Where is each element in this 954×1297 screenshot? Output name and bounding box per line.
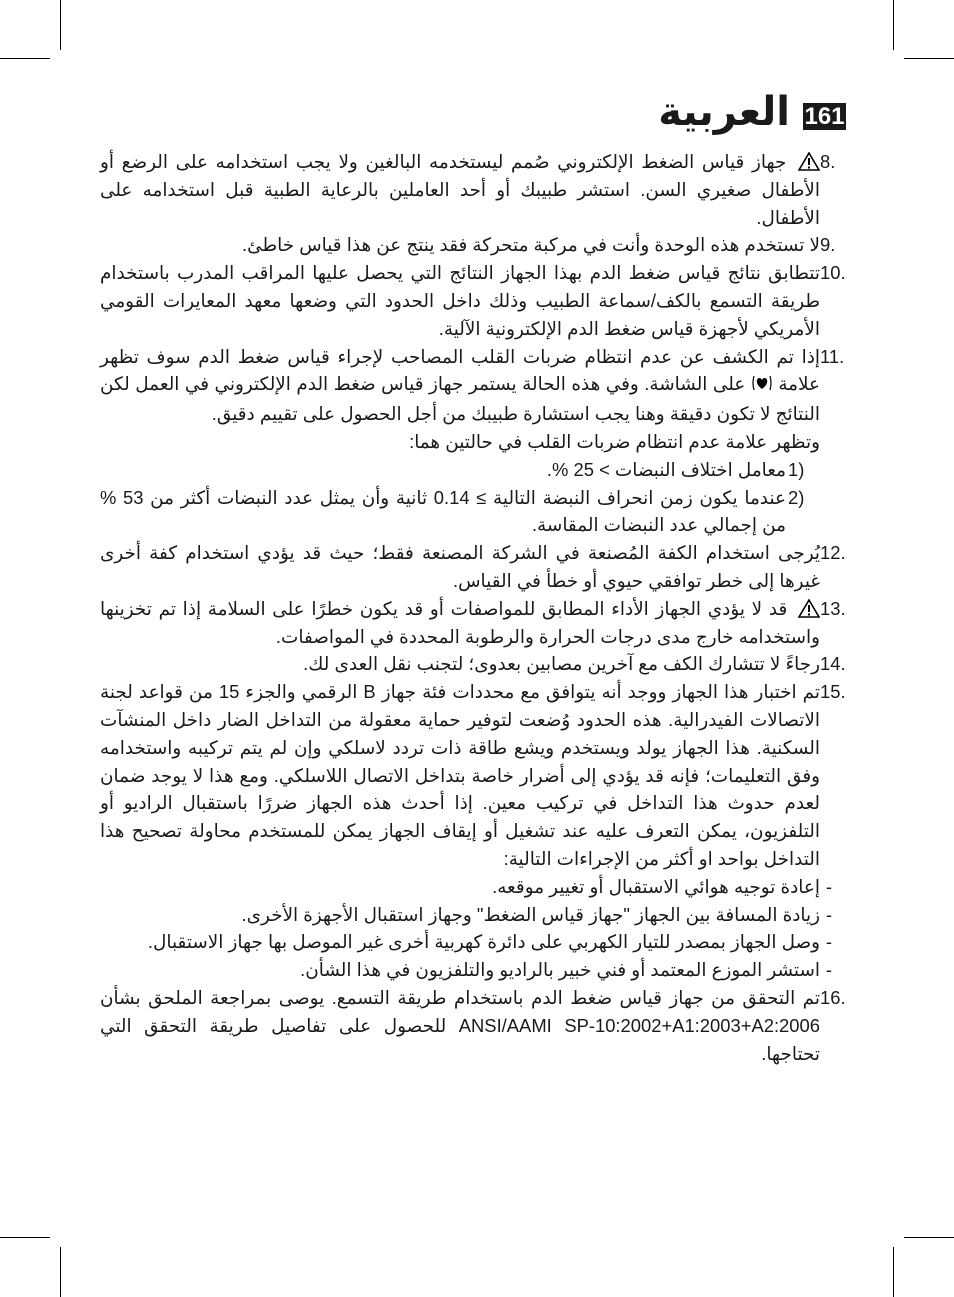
- crop-mark: [904, 58, 954, 59]
- item-number: 14.: [820, 653, 846, 675]
- list-item: [100, 595, 846, 651]
- instructions-list: [100, 148, 846, 1067]
- item-text: وصل الجهاز بمصدر للتيار الكهربي على دائرة كهربية أخرى غير الموصل بها جهاز الاستقبال.: [147, 931, 820, 953]
- item-text: إذا تم الكشف عن عدم انتظام ضربات القلب المصاحب لإجراء قياس ضغط الدم سوف تظهر علامة: [100, 345, 820, 395]
- bullet-item: [100, 956, 832, 984]
- item-text: جهاز قياس الضغط الإلكتروني صُمم ليستخدمه البالغين ولا يجب استخدامه على الرضع أو الأطفال صغيري السن. استشر طبيبك أو أحد العاملين بالرعاية الطبية قبل استخدامه على الأطفال.: [100, 151, 820, 228]
- list-item: [100, 678, 846, 873]
- crop-mark: [893, 1247, 894, 1297]
- item-text: وتظهر علامة عدم انتظام ضربات القلب في حالتين هما:: [409, 430, 820, 452]
- standard-reference: ANSI/AAMI SP-10:2002+A1:2003+A2:2006: [458, 1014, 820, 1036]
- bullet-dash: -: [825, 931, 832, 953]
- list-item: [100, 148, 836, 231]
- warning-icon: [798, 599, 820, 618]
- item-number: 13.: [820, 597, 846, 619]
- bullet-dash: -: [825, 875, 832, 897]
- list-item: [100, 984, 846, 1067]
- list-item: [100, 343, 845, 428]
- item-text: قد لا يؤدي الجهاز الأداء المطابق للمواصفات أو قد يكون خطرًا على السلامة إذا تم تخزينها واستخدامه خارج مدى درجات الحرارة والرطوبة المحددة في المواصفات.: [100, 597, 820, 647]
- item-text: معامل اختلاف النبضات > 25 %.: [546, 458, 786, 480]
- heart-icon: [751, 372, 773, 400]
- page-title: العربية: [658, 90, 790, 134]
- item-text: لا تستخدم هذه الوحدة وأنت في مركبة متحركة فقد ينتج عن هذا قياس خاطئ.: [242, 234, 820, 256]
- bullet-dash: -: [825, 959, 832, 981]
- sub-item-number: 2): [788, 486, 805, 508]
- crop-mark: [60, 0, 61, 50]
- item-text: تم التحقق من جهاز قياس ضغط الدم باستخدام طريقة التسمع. يوصى بمراجعة الملحق بشأن: [100, 986, 820, 1008]
- bullet-item: [100, 928, 832, 956]
- item-number: 8.: [820, 151, 836, 172]
- item-text: على الشاشة. وفي هذه الحالة يستمر جهاز قياس ضغط الدم الإلكتروني في العمل لكن النتائج لا تكون دقيقة وهنا يجب استشارة طبيبك من أجل الحصول على تقييم دقيق.: [100, 373, 820, 425]
- list-item: [100, 650, 846, 678]
- item-text: استشر الموزع المعتمد أو فني خبير بالراديو والتلفزيون في هذا الشأن.: [300, 959, 820, 981]
- item-text: يُرجى استخدام الكفة المُصنعة في الشركة المصنعة فقط؛ حيث قد يؤدي استخدام كفة أخرى غيرها إلى خطر توافقي حيوي أو خطأ في القياس.: [100, 542, 820, 591]
- list-item: [100, 231, 836, 259]
- item-text: تم اختبار هذا الجهاز ووجد أنه يتوافق مع محددات فئة جهاز B الرقمي والجزء 15 من قواعد لجنة الاتصالات الفيدرالية. هذه الحدود وُضعت لتوفير حماية معقولة من التداخل الضار داخل المنشآت السكنية. هذا الجهاز يولد ويستخدم ويشع طاقة ذات تردد لاسلكي وإن لم يتم تركيبه واستخدامه وفق التعليمات؛ فإنه قد يؤدي إلى أضرار خاصة بتداخل الاتصال اللاسلكي. ومع هذا لا يوجد ضمان لعدم حدوث هذا التداخل في تركيب معين. إذا أحدث هذه الجهاز ضررًا باستقبال الراديو أو التلفزيون، يمكن التعرف عليه عند تشغيل أو إيقاف الجهاز يمكن للمستخدم محاولة تصحيح هذا التداخل بواحد او أكثر من الإجراءات التالية:: [100, 681, 821, 869]
- item-number: 12.: [820, 542, 846, 564]
- page-number: 161: [804, 103, 845, 130]
- item-number: 9.: [820, 234, 836, 256]
- bullet-item: [100, 901, 832, 929]
- sub-item: [100, 456, 805, 484]
- list-item: [100, 539, 846, 595]
- item-text: للحصول على تفاصيل طريقة التحقق التي تحتاجها.: [100, 1014, 820, 1064]
- item-text: زيادة المسافة بين الجهاز "جهاز قياس الضغط" وجهاز استقبال الأجهزة الأخرى.: [241, 903, 820, 925]
- crop-mark: [0, 1237, 50, 1238]
- crop-mark: [893, 0, 894, 50]
- list-item: [100, 428, 820, 456]
- crop-mark: [904, 1237, 954, 1238]
- item-number: 16.: [820, 986, 846, 1008]
- item-number: 10.: [820, 262, 846, 284]
- item-number: 15.: [820, 681, 846, 703]
- item-text: عندما يكون زمن انحراف النبضة التالية ≥ 0.14 ثانية وأن يمثل عدد النبضات أكثر من 53 % من إجمالي عدد النبضات المقاسة.: [100, 486, 786, 536]
- crop-mark: [0, 58, 50, 59]
- item-number: 11.: [820, 345, 845, 367]
- list-item: [100, 259, 846, 342]
- bullet-item: [100, 873, 832, 901]
- bullet-dash: -: [825, 903, 832, 925]
- sub-item: [100, 484, 805, 540]
- item-text: إعادة توجيه هوائي الاستقبال أو تغيير موقعه.: [492, 875, 820, 897]
- warning-icon: [798, 152, 820, 171]
- item-text: رجاءً لا تتشارك الكف مع آخرين مصابين بعدوى؛ لتجنب نقل العدى لك.: [303, 653, 820, 675]
- item-text: تتطابق نتائج قياس ضغط الدم بهذا الجهاز النتائج التي يحصل عليها المراقب المدرب باستخدام طريقة التسمع بالكف/سماعة الطبيب وذلك داخل الحدود التي وضعها معهد المعايرات القومي الأمريكي لأجهزة قياس ضغط الدم الإلكترونية الآلية.: [100, 262, 821, 339]
- sub-item-number: 1): [788, 458, 805, 480]
- crop-mark: [60, 1247, 61, 1297]
